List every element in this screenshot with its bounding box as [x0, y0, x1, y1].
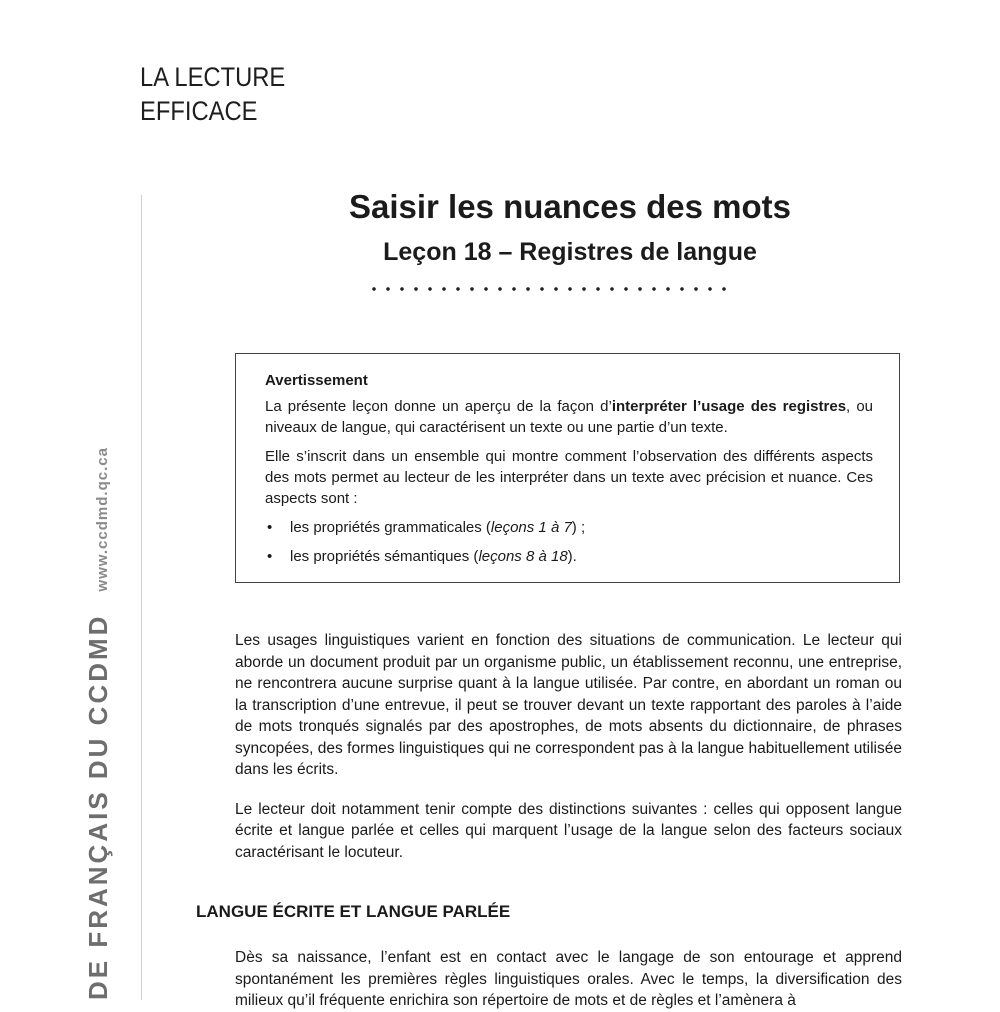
sidebar-branding [83, 180, 114, 1000]
body-paragraph: Le lecteur doit notamment tenir compte des distinctions suivantes : celles qui opposent langue écrite et langue parlée et celles qui marquent l’usage de la langue selon des facteurs sociaux caractérisant le locuteur. [235, 800, 902, 861]
document-header [140, 60, 285, 128]
list-item: • les propriétés sémantiques (leçons 8 à 18). [265, 546, 873, 567]
notice-paragraph-1: La présente leçon donne un aperçu de la façon d’interpréter l’usage des registres, ou niveaux de langue, qui caractérisent un texte ou une partie d’un texte. [265, 398, 873, 436]
header-line-2: EFFICACE [140, 96, 258, 126]
body-paragraph: Dès sa naissance, l’enfant est en contact avec le langage de son entourage et apprend spontanément les premières règles linguistiques orales. Avec le temps, la diversification des milieux qu’il fréquente enrichira son répertoire de mots et de règles et l’amènera à [235, 949, 902, 1009]
margin-divider [141, 195, 142, 1000]
notice-heading: Avertissement [265, 372, 368, 389]
section-heading: LANGUE ÉCRITE ET LANGUE PARLÉE [196, 902, 511, 921]
notice-emphasis: interpréter l’usage des registres [611, 398, 847, 415]
page-title: Saisir les nuances des mots [348, 188, 792, 225]
notice-list [265, 517, 873, 567]
header-line-1: LA LECTURE [140, 62, 286, 92]
dotted-separator [367, 286, 735, 292]
notice-paragraph-2: Elle s’inscrit dans un ensemble qui montre comment l’observation des différents aspects des mots permet au lecteur de les interpréter dans un texte avec précision et nuance. Ces aspects sont : [265, 448, 873, 507]
body-paragraph: Les usages linguistiques varient en fonction des situations de communication. Le lecteur qui aborde un document produit par un organisme public, un établissement reconnu, une entreprise, ne rencontrera aucune surprise quant à la langue utilisée. Par contre, en abordant un roman ou la transcription d’une entrevue, il peut se trouver devant un texte rapportant des paroles à l’aide de mots tronqués signalés par des apostrophes, de mots absents du dictionnaire, de phrases syncopées, des formes linguistiques qui ne correspondent pas à la langue habituellement utilisée dans les écrits. [235, 632, 902, 778]
page-subtitle: Leçon 18 – Registres de langue [383, 238, 757, 266]
sidebar-brand: DE FRANÇAIS DU CCDMD [83, 613, 113, 1000]
section-text [235, 947, 902, 1012]
notice-box [235, 353, 900, 583]
sidebar-url: www.ccdmd.qc.ca [94, 447, 111, 592]
body-text [235, 630, 902, 881]
list-item: • les propriétés grammaticales (leçons 1 à 7) ; [265, 517, 873, 538]
